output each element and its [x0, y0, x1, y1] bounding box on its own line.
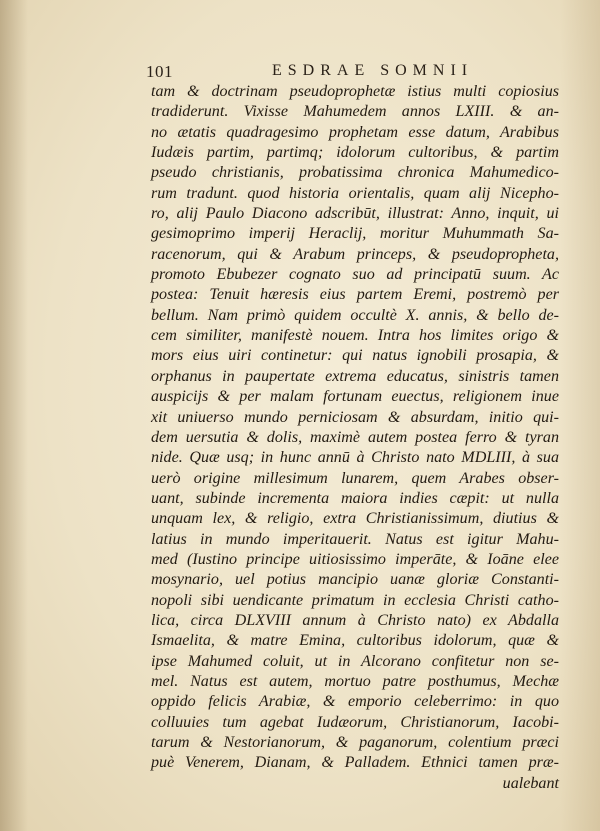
body-text [151, 82, 559, 794]
text-line: colluuies tum agebat Iudæorum, Christianorum, Iacobi- [151, 713, 559, 731]
text-line: med (Iustino principe uitiosissimo imperāte, & Ioāne elee [151, 550, 559, 568]
gutter-shadow [0, 0, 28, 831]
text-line: auspicijs & per malam fortunam euectus, religionem inue [151, 388, 559, 406]
text-line: lica, circa DLXVIII annum à Christo nato) ex Abdalla [151, 611, 559, 629]
text-line: xit uniuerso mundo perniciosam & absurdam, initio qui- [151, 408, 559, 426]
text-line: ro, alij Paulo Diacono adscribūt, illustrat: Anno, inquit, ui [151, 205, 559, 223]
text-line: racenorum, qui & Arabum princeps, & pseudopropheta, [151, 245, 559, 263]
running-head [146, 62, 556, 84]
paper-edge-stain [560, 0, 600, 831]
text-line: Iudæis partim, partimq; idolorum cultoribus, & partim [151, 144, 559, 162]
text-line: rum tradunt. quod historia orientalis, quam alij Nicepho- [151, 184, 559, 202]
text-line: latius in mundo imperitauerit. Natus est igitur Mahu- [151, 530, 559, 548]
text-line: pseudo christianis, probatissima chronica Mahumedico- [151, 164, 559, 182]
text-line: no ætatis quadragesimo prophetam esse datum, Arabibus [151, 123, 559, 141]
text-line: Ismaelita, & matre Emina, cultoribus idolorum, quæ & [151, 632, 559, 650]
text-line: dem uersutia & dolis, maximè autem postea ferro & tyran [151, 428, 559, 446]
text-line: mel. Natus est autem, mortuo patre posthumus, Mechæ [151, 672, 559, 690]
text-line: oppido felicis Arabiæ, & emporio celeberrimo: in quo [151, 693, 559, 711]
text-line: cem similiter, manifestè nouem. Intra hos limites origo & [151, 327, 559, 345]
text-line: gesimoprimo imperij Heraclij, moritur Muhummath Sa- [151, 225, 559, 243]
text-line: puè Venerem, Dianam, & Palladem. Ethnici tamen præ- [151, 754, 559, 772]
catchword: ualebant [502, 774, 559, 792]
text-line: unquam lex, & religio, extra Christianissimum, diutius & [151, 510, 559, 528]
text-line: tradiderunt. Vixisse Mahumedem annos LXIII. & an- [151, 103, 559, 121]
text-line: nopoli sibi uendicante primatum in ecclesia Christi catho- [151, 591, 559, 609]
text-line: nide. Quæ usq; in hunc annū à Christo nato MDLIII, à sua [151, 449, 559, 467]
text-line: promoto Ebubezer cognato suo ad principatū suum. Ac [151, 266, 559, 284]
running-title: ESDRAE SOMNII [272, 62, 474, 79]
page-number: 101 [146, 62, 173, 81]
text-line: tam & doctrinam pseudoprophetæ istius multi copiosius [151, 83, 559, 100]
text-line: ipse Mahumed coluit, ut in Alcorano confitetur non se- [151, 652, 559, 670]
text-line: postea: Tenuit hæresis eius partem Eremi, postremò per [151, 286, 559, 304]
text-line: uerò origine millesimum lunarem, quem Arabes obser- [151, 469, 559, 487]
text-line: mors eius uiri continetur: qui natus ignobili prosapia, & [151, 347, 559, 365]
text-line: mosynario, uel potius mancipio uanæ gloriæ Constanti- [151, 571, 559, 589]
text-line: uant, subinde incrementa maiora indies cæpit: ut nulla [151, 489, 559, 507]
text-line: orphanus in paupertate extrema educatus, sinistris tamen [151, 367, 559, 385]
text-line: bellum. Nam primò quidem occultè X. annis, & bello de- [151, 306, 559, 324]
text-line: tarum & Nestorianorum, & paganorum, colentium præci [151, 734, 559, 751]
